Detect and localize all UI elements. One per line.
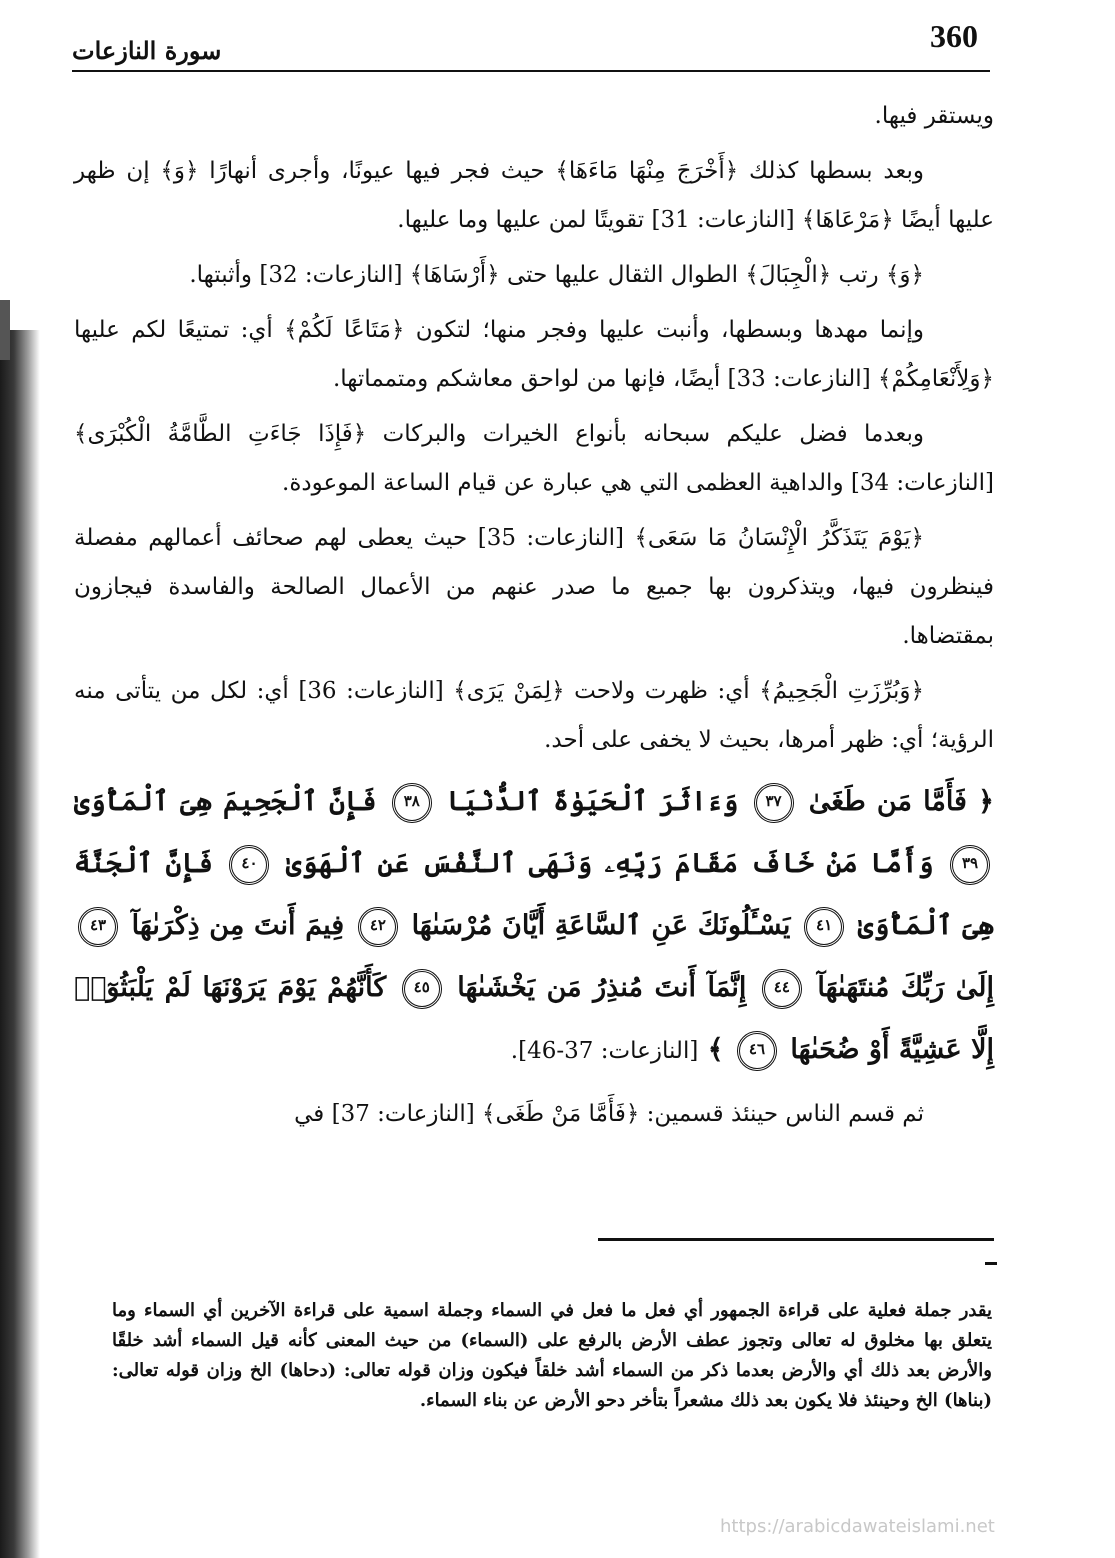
ayah-marker-38: ٣٨ <box>392 783 432 823</box>
verse-38: وَءَاثَرَ ٱلْحَيَوٰةَ ٱلدُّنْيَا <box>446 786 739 817</box>
paragraph-4: وإنما مهدها وبسطها، وأنبت عليها وفجر منها؛ لتكون ﴿مَتَاعًا لَكُمْ﴾ أي: تمتيعًا لكم عليها ﴿وَلِأَنْعَامِكُمْ﴾ [النازعات: 33] أيضًا، فإنها من لواحق معاشكم ومتمماتها. <box>74 317 994 392</box>
paragraph-5: وبعدما فضل عليكم سبحانه بأنواع الخيرات والبركات ﴿فَإِذَا جَاءَتِ الطَّامَّةُ الْكُبْرَى﴾ [النازعات: 34] والداهية العظمى التي هي عبارة عن قيام الساعة الموعودة. <box>74 421 994 496</box>
paragraph-8: ثم قسم الناس حينئذ قسمين: ﴿فَأَمَّا مَنْ طَغَى﴾ [النازعات: 37] في <box>294 1101 924 1127</box>
ayah-marker-42: ٤٢ <box>358 907 398 947</box>
footnote-divider <box>598 1238 994 1241</box>
verse-45: إِنَّمَآ أَنتَ مُنذِرُ مَن يَخْشَىٰهَا <box>457 972 747 1003</box>
scan-shadow-mark <box>0 300 10 360</box>
scan-shadow-edge <box>0 330 40 1558</box>
ayah-marker-43: ٤٣ <box>78 907 118 947</box>
verse-44: إِلَىٰ رَبِّكَ مُنتَهَىٰهَآ <box>817 972 994 1003</box>
verse-41: فَإِنَّ ٱلْجَنَّةَ هِىَ ٱلْمَأْوَىٰ <box>74 848 994 941</box>
verse-close-bracket: ﴾ <box>707 1034 724 1065</box>
verse-39: فَإِنَّ ٱلْجَحِيمَ هِىَ ٱلْمَأْوَىٰ <box>74 786 377 817</box>
paragraph-1: ويستقر فيها. <box>874 103 994 129</box>
ayah-marker-37: ٣٧ <box>754 783 794 823</box>
verse-42: يَسْـَٔلُونَكَ عَنِ ٱلسَّاعَةِ أَيَّانَ مُرْسَىٰهَا <box>411 910 791 941</box>
verse-37: فَأَمَّا مَن طَغَىٰ <box>808 786 967 817</box>
verse-46: كَأَنَّهُمْ يَوْمَ يَرَوْنَهَا لَمْ يَلْبَثُوٓا۟ إِلَّا عَشِيَّةً أَوْ ضُحَىٰهَا <box>74 972 994 1065</box>
verse-40: وَأَمَّا مَنْ خَافَ مَقَامَ رَبِّهِۦ وَنَهَى ٱلنَّفْسَ عَنِ ٱلْهَوَىٰ <box>285 848 934 879</box>
ayah-marker-40: ٤٠ <box>229 845 269 885</box>
verse-citation: [النازعات: 37-46]. <box>510 1038 699 1064</box>
ayah-marker-44: ٤٤ <box>762 969 802 1009</box>
quran-verses-block <box>74 771 994 1082</box>
paragraph-6: ﴿يَوْمَ يَتَذَكَّرُ الْإِنْسَانُ مَا سَعَى﴾ [النازعات: 35] حيث يعطى لهم صحائف أعمالهم مفصلة فينظرون فيها، ويتذكرون بها جميع ما صدر عنهم من الأعمال الصالحة والفاسدة فيجازون بمقتضاها. <box>74 525 994 649</box>
ayah-marker-45: ٤٥ <box>402 969 442 1009</box>
header-divider <box>72 70 990 72</box>
ayah-marker-46: ٤٦ <box>737 1031 777 1071</box>
ayah-marker-41: ٤١ <box>804 907 844 947</box>
footnote-text: يقدر جملة فعلية على قراءة الجمهور أي فعل ما فعل في السماء وجملة اسمية على قراءة الآخرين أي السماء وما يتعلق بها مخلوق له تعالى وتجوز عطف الأرض بالرفع على (السماء) من حيث المعنى كأنه قيل السماء أشد خلقًا والأرض بعد ذلك أي والأرض بعدما ذكر من السماء أشد خلقاً فيكون وزان قوله تعالى: (دحاها) الخ وزان قوله تعالى: (بناها) الخ وحينئذ فلا يكون بعد ذلك مشعراً بتأخر دحو الأرض عن بناء السماء. <box>112 1300 992 1411</box>
verse-43: فِيمَ أَنتَ مِن ذِكْرَىٰهَآ <box>131 910 345 941</box>
paragraph-3: ﴿وَ﴾ رتب ﴿الْجِبَالَ﴾ الطوال الثقال عليها حتى ﴿أَرْسَاهَا﴾ [النازعات: 32] وأثبتها. <box>189 262 924 288</box>
verse-open-bracket: ﴿ <box>978 786 994 817</box>
ayah-marker-39: ٣٩ <box>950 845 990 885</box>
page-number: 360 <box>930 18 978 54</box>
footnote-dash <box>985 1262 997 1265</box>
paragraph-7: ﴿وَبُرِّزَتِ الْجَحِيمُ﴾ أي: ظهرت ولاحت ﴿لِمَنْ يَرَى﴾ [النازعات: 36] أي: لكل من يتأتى منه الرؤية؛ أي: ظهر أمرها، بحيث لا يخفى على أحد. <box>74 678 994 753</box>
surah-title: سورة النازعات <box>72 36 222 65</box>
main-text <box>74 92 994 1145</box>
paragraph-2: وبعد بسطها كذلك ﴿أَخْرَجَ مِنْهَا مَاءَهَا﴾ حيث فجر فيها عيونًا، وأجرى أنهارًا ﴿وَ﴾ إن ظهر عليها أيضًا ﴿مَرْعَاهَا﴾ [النازعات: 31] تقويتًا لمن عليها وما عليها. <box>74 158 994 233</box>
watermark-url: https://arabicdawateislami.net <box>720 1516 995 1537</box>
